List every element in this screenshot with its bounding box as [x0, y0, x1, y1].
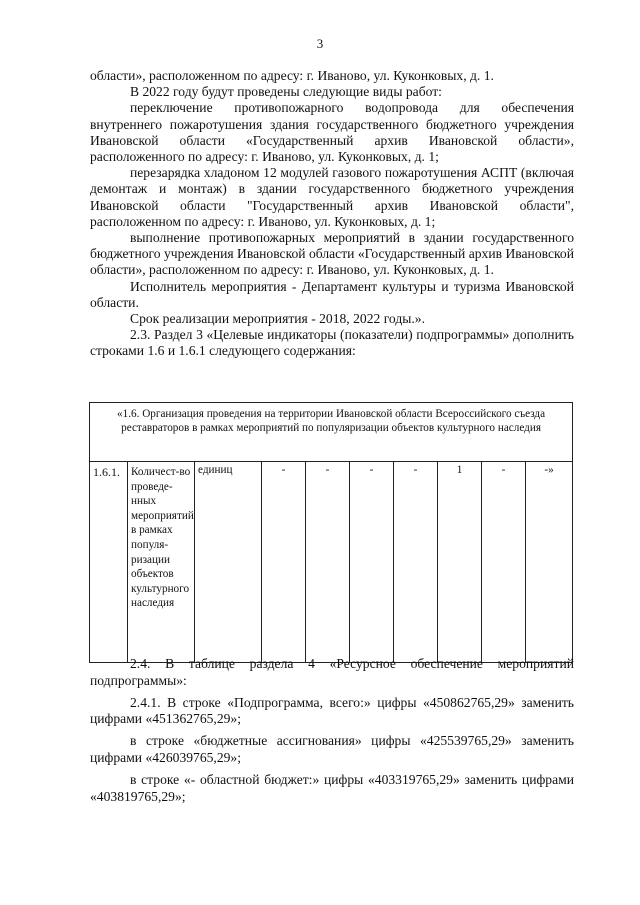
paragraph: выполнение противопожарных мероприятий в здании государственного бюджетного учреждения Ивановской области «Государственный архив Ивановской области», расположенном по адресу: г. Иваново, ул. Куконковых, д. 1.	[90, 230, 574, 278]
body-text-bottom	[90, 656, 574, 805]
table-header-row	[90, 403, 573, 462]
table-row	[90, 462, 573, 663]
paragraph: В 2022 году будут проведены следующие виды работ:	[130, 84, 442, 100]
paragraph: Срок реализации мероприятия - 2018, 2022 годы.».	[130, 311, 425, 327]
indicators-table	[89, 402, 573, 663]
table-header-cell: «1.6. Организация проведения на территории Ивановской области Всероссийского съезда реставраторов в рамках мероприятий по популяризации объектов культурного наследия	[90, 403, 573, 462]
paragraph: в строке «бюджетные ассигнования» цифры «425539765,29» заменить цифрами «426039765,29»;	[90, 733, 574, 765]
paragraph: в строке «- областной бюджет:» цифры «403319765,29» заменить цифрами «403819765,29»;	[90, 771, 574, 804]
value-cell: -	[394, 462, 438, 663]
value-cell: -	[262, 462, 306, 663]
paragraph: Исполнитель мероприятия - Департамент культуры и туризма Ивановской области.	[90, 278, 574, 310]
paragraph: перезарядка хладоном 12 модулей газового пожаротушения АСПТ (включая демонтаж и монтаж) в здании государственного бюджетного учреждения Ивановской области "Государственный архив Ивановской области", расположенном по адресу: г. Иваново, ул. Куконковых, д. 1;	[90, 165, 574, 229]
page-number: 3	[316, 36, 324, 51]
paragraph: области», расположенном по адресу: г. Иваново, ул. Куконковых, д. 1.	[90, 68, 494, 83]
paragraph: переключение противопожарного водопровода для обеспечения внутреннего пожаротушения здания государственного бюджетного учреждения Ивановской области «Государственный архив Ивановской области», расположенного по адресу: г. Иваново, ул. Куконковых, д. 1;	[90, 100, 574, 165]
row-number: 1.6.1.	[90, 462, 128, 663]
paragraph: 2.3. Раздел 3 «Целевые индикаторы (показатели) подпрограммы» дополнить строками 1.6 и 1.6.1 следующего содержания:	[90, 327, 574, 359]
body-text-top	[90, 68, 574, 360]
unit-cell: единиц	[195, 462, 262, 663]
paragraph: 2.4.1. В строке «Подпрограмма, всего:» цифры «450862765,29» заменить цифрами «451362765,29»;	[90, 694, 574, 727]
value-cell: -»	[526, 462, 573, 663]
indicator-name: Количест-во проведе-нных мероприятий в рамках популя-ризации объектов культурного наследия	[128, 462, 195, 663]
paragraph: 2.4. В таблице раздела 4 «Ресурсное обеспечение мероприятий подпрограммы»:	[90, 656, 574, 688]
value-cell: -	[482, 462, 526, 663]
value-cell: -	[306, 462, 350, 663]
value-cell: 1	[438, 462, 482, 663]
value-cell: -	[350, 462, 394, 663]
